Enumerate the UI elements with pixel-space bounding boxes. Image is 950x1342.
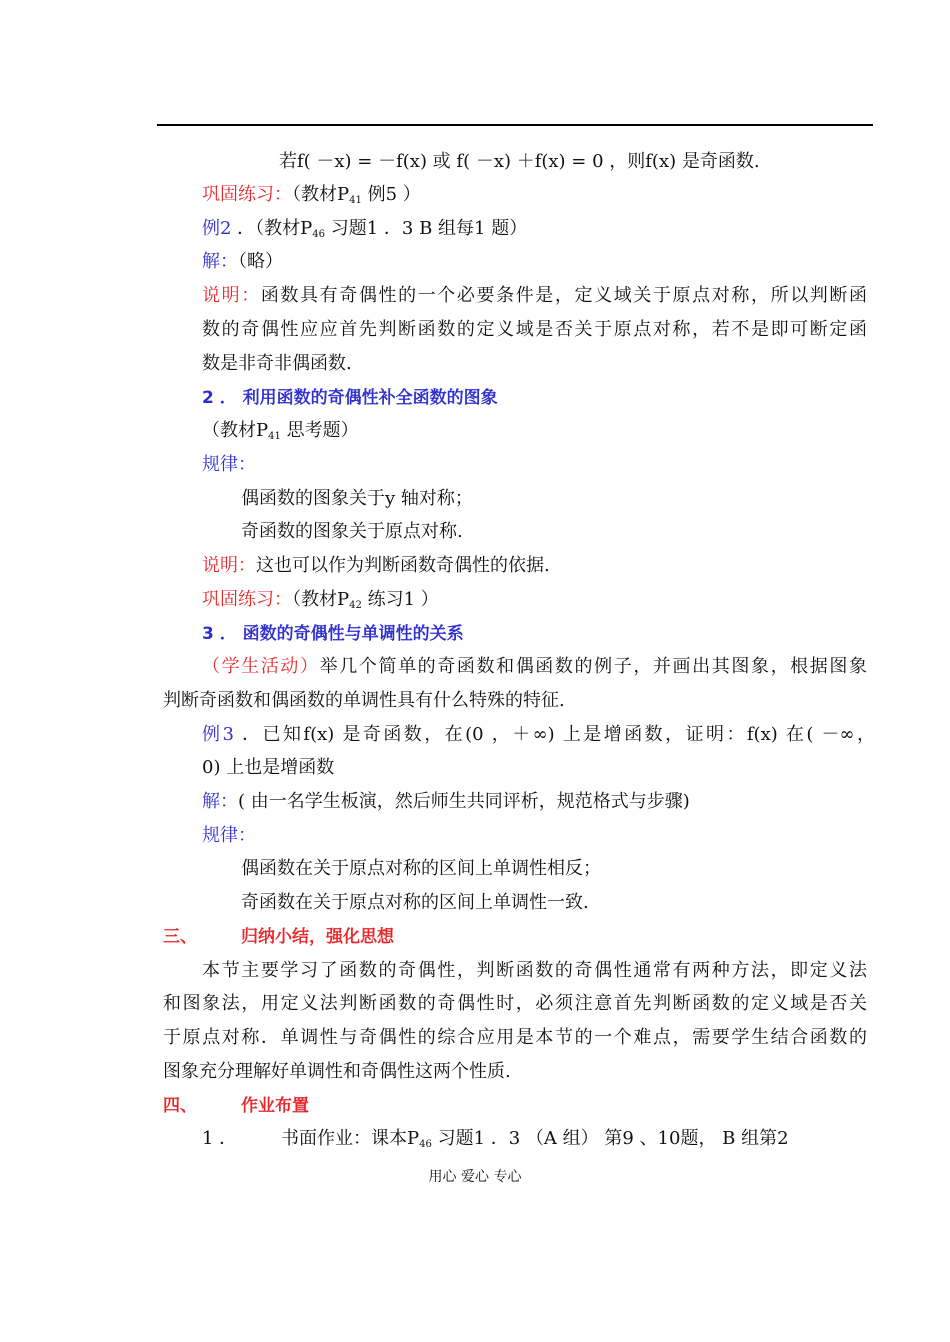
summary-line-3 <box>163 1026 867 1050</box>
summary-line-4 <box>163 1060 511 1084</box>
homework-line <box>281 1127 789 1157</box>
summary-line-1 <box>202 959 867 983</box>
textbook-reference-line <box>202 419 359 449</box>
page-subscript: 42 <box>349 600 362 611</box>
rule-text: 偶函数的图象关于y 轴对称； <box>241 488 473 509</box>
page-footer: 用心 爱心 专心 <box>428 1169 522 1185</box>
rule-label-1 <box>202 453 256 477</box>
example-2-line <box>202 217 527 247</box>
note-line-2 <box>202 318 867 342</box>
solution-label: 解： <box>202 791 238 812</box>
rule-even-line <box>241 487 473 511</box>
rule-text: 偶函数在关于原点对称的区间上单调性相反； <box>241 858 601 879</box>
definition-text: 若f( －x) = －f(x) 或 f( －x) ＋f(x) = 0 ，则f(x) 是奇函数. <box>279 151 760 172</box>
page-subscript: 46 <box>419 1139 432 1150</box>
section-number: 三、 <box>163 927 197 947</box>
rule-label-text: 规律： <box>202 825 256 846</box>
summary-text: 于原点对称．单调性与奇偶性的综合应用是本节的一个难点，需要学生结合函数的 <box>163 1027 867 1048</box>
homework-item-number <box>202 1127 237 1151</box>
reference-text: （教材P <box>202 420 269 441</box>
example-label: 例2 <box>202 218 232 239</box>
section-heading-text: 2 ． 利用函数的奇偶性补全函数的图象 <box>202 388 498 408</box>
solution-line-2 <box>202 790 690 814</box>
example-3-continuation <box>202 756 334 780</box>
activity-text: 举几个简单的奇函数和偶函数的例子，并画出其图象，根据图象 <box>319 656 868 677</box>
practice-label: 巩固练习： <box>202 589 292 610</box>
solution-text: （略） <box>238 251 283 272</box>
page-subscript: 41 <box>349 195 362 206</box>
section-title: 作业布置 <box>241 1096 309 1116</box>
activity-line-1 <box>202 655 867 679</box>
section-heading-text: 3 ． 函数的奇偶性与单调性的关系 <box>202 624 464 644</box>
section-heading-four-title <box>241 1094 309 1118</box>
section-heading-3 <box>202 622 464 646</box>
example-text: ．（教材P <box>231 218 313 239</box>
practice-tail: 练习1 ） <box>361 589 439 610</box>
section-number: 四、 <box>163 1096 197 1116</box>
practice-line-1 <box>202 183 421 213</box>
activity-text: 判断奇函数和偶函数的单调性具有什么特殊的特征. <box>163 690 565 711</box>
homework-tail: 习题1 ．3 （A 组） 第9 、10题， B 组第2 <box>431 1128 789 1149</box>
rule-even-monotonic-line <box>241 857 601 881</box>
reference-tail: 思考题） <box>280 420 359 441</box>
definition-line <box>279 150 760 174</box>
example-label: 例3 <box>202 724 234 745</box>
solution-line-1 <box>202 250 283 274</box>
note-line-4 <box>202 554 550 578</box>
example-3-line <box>202 723 875 747</box>
rule-odd-monotonic-line <box>241 891 589 915</box>
example-text: ．已知f(x) 是奇函数，在(0 ，＋∞) 上是增函数，证明：f(x) 在( －∞， <box>233 724 875 745</box>
summary-text: 本节主要学习了函数的奇偶性，判断函数的奇偶性通常有两种方法，即定义法 <box>202 960 867 981</box>
activity-line-2 <box>163 689 565 713</box>
solution-label: 解： <box>202 251 238 272</box>
rule-text: 奇函数在关于原点对称的区间上单调性一致. <box>241 892 589 913</box>
rule-label-text: 规律： <box>202 454 256 475</box>
rule-odd-line <box>241 520 463 544</box>
homework-text: 书面作业：课本P <box>281 1128 420 1149</box>
summary-text: 和图象法，用定义法判断函数的奇偶性时，必须注意首先判断函数的定义域是否关 <box>163 993 867 1014</box>
practice-tail: 例5 ） <box>361 184 421 205</box>
rule-label-2 <box>202 824 256 848</box>
note-line-3 <box>202 352 352 376</box>
rule-text: 奇函数的图象关于原点对称. <box>241 521 463 542</box>
note-label: 说明： <box>202 555 256 576</box>
practice-text: （教材P <box>292 184 350 205</box>
section-title: 归纳小结，强化思想 <box>241 927 394 947</box>
note-label: 说明： <box>202 285 261 306</box>
note-line-1 <box>202 284 867 308</box>
example-text: 0) 上也是增函数 <box>202 757 335 778</box>
activity-label: （学生活动） <box>202 656 320 677</box>
section-heading-four <box>163 1094 197 1118</box>
practice-line-2 <box>202 588 439 618</box>
section-heading-three-title <box>241 925 394 949</box>
section-heading-three <box>163 925 197 949</box>
example-tail: 习题1 ．3 B 组每1 题） <box>325 218 528 239</box>
practice-label: 巩固练习： <box>202 184 292 205</box>
note-text: 函数具有奇偶性的一个必要条件是，定义域关于原点对称，所以判断函 <box>260 285 868 306</box>
practice-text: （教材P <box>292 589 350 610</box>
note-text: 这也可以作为判断函数奇偶性的依据. <box>256 555 550 576</box>
page-subscript: 41 <box>268 431 281 442</box>
homework-number: 1 ． <box>202 1128 238 1149</box>
page-subscript: 46 <box>312 229 326 240</box>
summary-text: 图象充分理解好单调性和奇偶性这两个性质. <box>163 1061 511 1082</box>
note-text: 数的奇偶性应应首先判断函数的定义域是否关于原点对称，若不是即可断定函 <box>202 319 867 340</box>
solution-text: ( 由一名学生板演，然后师生共同评析，规范格式与步骤) <box>238 791 690 812</box>
section-heading-2 <box>202 386 498 410</box>
header-rule <box>157 124 873 126</box>
summary-line-2 <box>163 992 867 1016</box>
note-text: 数是非奇非偶函数. <box>202 353 352 374</box>
